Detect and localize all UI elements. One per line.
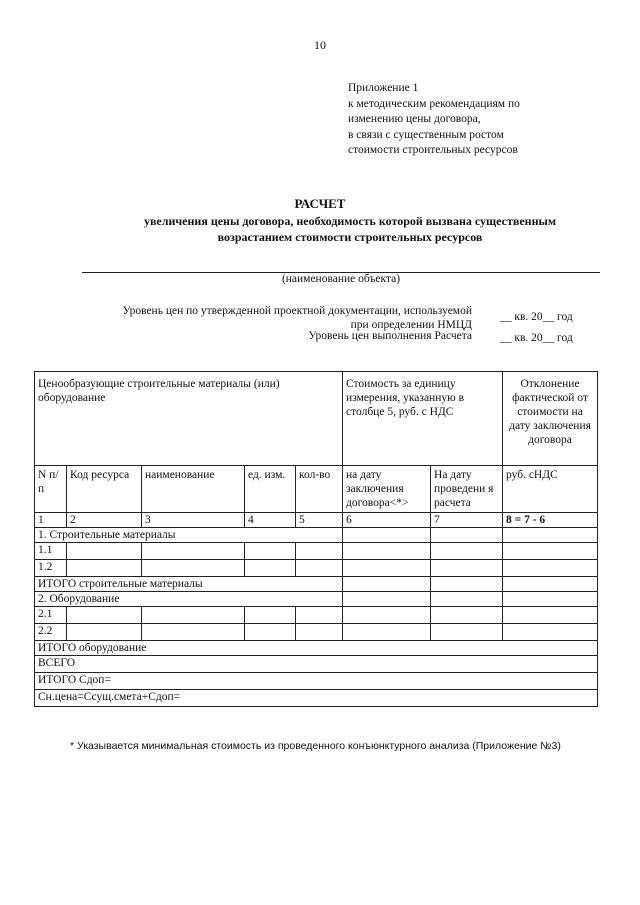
table-row [35,560,598,577]
appendix-line: изменению цены договора, [348,113,481,125]
table-cell [245,543,296,560]
table-cell [245,560,296,577]
table-cell [431,607,503,624]
table-cell [343,543,431,560]
header-deviation: Отклонение фактической от стоимости на дату заключения договора [503,372,598,466]
col-number: 8 = 7 - 6 [503,513,598,528]
table-cell [431,528,503,543]
col-number: 2 [67,513,142,528]
row-number: 1.1 [35,543,67,560]
table-cell [503,577,598,592]
col-qty: кол-во [296,466,343,513]
table-cell [503,528,598,543]
col-calc-date: На дату проведени я расчета [431,466,503,513]
table-cell [431,543,503,560]
column-numbers-row [35,513,598,528]
table-cell [503,543,598,560]
col-number: 7 [431,513,503,528]
subtitle-line: возрастанием стоимости строительных ресурсов [217,230,483,244]
total-label: ИТОГО оборудование [35,641,598,656]
col-contract-date: на дату заключения договора<*> [343,466,431,513]
grand-total-row [35,656,598,673]
table-cell [343,592,431,607]
appendix-line: к методическим рекомендациям по [348,97,520,110]
table-cell [142,560,245,577]
table-cell [67,560,142,577]
table-cell [431,592,503,607]
section-row-materials [35,528,598,543]
col-number: 3 [142,513,245,528]
table-cell [245,607,296,624]
total-row-materials [35,577,598,592]
table-cell [431,560,503,577]
col-number: 1 [35,513,67,528]
header-materials-equipment: Ценообразующие строительные материалы (или) оборудование [35,372,343,466]
table-cell [142,543,245,560]
col-code: Код ресурса [67,466,142,513]
total-row-equipment [35,641,598,656]
table-cell [343,607,431,624]
appendix-line: в связи с существенным ростом [348,128,504,141]
total-label: ИТОГО строительные материалы [35,577,343,592]
table-cell [67,624,142,641]
col-number: 5 [296,513,343,528]
table-cell [343,528,431,543]
object-name-caption: (наименование объекта) [281,273,401,285]
table-cell [503,592,598,607]
appendix-note [348,81,520,159]
table-cell [343,624,431,641]
table-row [35,543,598,560]
col-deviation: руб. сНДС [503,466,598,513]
section-row-equipment [35,592,598,607]
header-unit-cost: Стоимость за единицу измерения, указанную в столбце 5, руб. с НДС [343,372,503,466]
document-subtitle [70,213,630,245]
price-level-design-line: при определении НМЦД [350,319,472,331]
table-cell [245,624,296,641]
table-cell [296,560,343,577]
table-cell [296,543,343,560]
price-level-design-line: Уровень цен по утвержденной проектной документации, используемой [122,305,472,317]
table-cell [67,543,142,560]
table-cell [142,607,245,624]
table-cell [503,607,598,624]
table-cell [431,624,503,641]
col-number: 6 [343,513,431,528]
footnote: * Указывается минимальная стоимость из проведенного конъюнктурного анализа (Приложение №3) [70,740,561,752]
table-cell [296,624,343,641]
section-label: 1. Строительные материалы [35,528,343,543]
table-cell [343,577,431,592]
price-level-design [100,304,472,332]
page-number: 10 [314,38,326,52]
table-cell [142,624,245,641]
table-cell [67,607,142,624]
table-cell [343,560,431,577]
appendix-line: стоимости строительных ресурсов [348,144,518,156]
table-cell [503,624,598,641]
table-cell [431,577,503,592]
col-n: N п/п [35,466,67,513]
subtitle-line: увеличения цены договора, необходимость которой вызвана существенным [143,214,557,228]
table-cell [503,560,598,577]
row-number: 2.1 [35,607,67,624]
header-group-row [35,372,598,466]
price-level-design-quarter: __ кв. 20__ год [500,311,573,323]
table-cell [296,607,343,624]
formula-label: Сн.цена=Ссущ.смета+Сдоп= [35,690,598,707]
col-number: 4 [245,513,296,528]
total-sdop-row [35,673,598,690]
grand-total-label: ВСЕГО [35,656,598,673]
table-row [35,607,598,624]
col-unit: ед. изм. [245,466,296,513]
formula-row [35,690,598,707]
total-sdop-label: ИТОГО Сдоп= [35,673,598,690]
appendix-line: Приложение 1 [348,82,419,94]
calculation-table [34,371,598,707]
section-label: 2. Оборудование [35,592,343,607]
col-name: наименование [142,466,245,513]
price-level-calc-quarter: __ кв. 20__ год [500,332,573,344]
table-row [35,624,598,641]
header-columns-row [35,466,598,513]
row-number: 1.2 [35,560,67,577]
row-number: 2.2 [35,624,67,641]
price-level-calc: Уровень цен выполнения Расчета [308,330,472,342]
document-title: РАСЧЕТ [294,196,346,211]
